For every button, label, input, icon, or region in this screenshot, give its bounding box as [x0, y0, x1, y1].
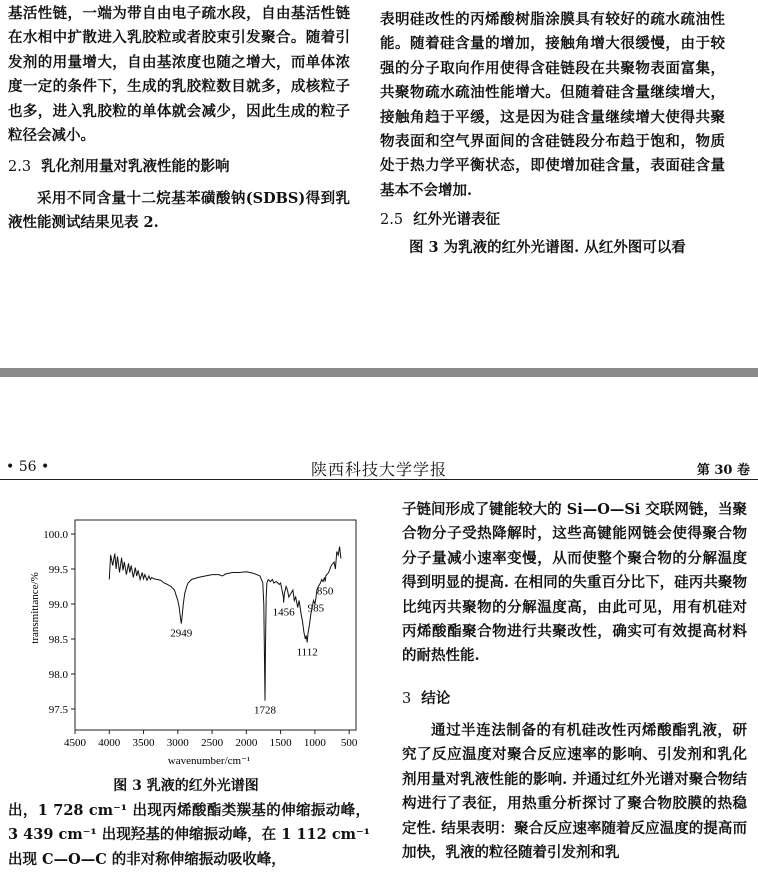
plot-frame: [75, 520, 356, 730]
figure-caption: 图 3 乳液的红外光谱图: [113, 778, 259, 794]
section-3-heading: [402, 687, 450, 711]
top-left-paragraph-1: 基活性链，一端为带自由电子疏水段，自由基活性链在水相中扩散进入乳胶粒或者胶束引发聚合。随着引发剂的用量增大，自由基浓度也随之增大，而单体浓度一定的条件下，生成的乳胶粒数目就多，成核粒子也多，进入乳胶粒的单体就会减少，因此生成的粒子粒径会减小。: [8, 5, 350, 145]
volume-label: 第 30 卷: [696, 463, 750, 478]
chart-axes: [43, 520, 358, 749]
x-tick-label-7: 1000: [303, 737, 326, 749]
section-2-5-heading: [380, 208, 500, 232]
section-3-number: 3: [402, 691, 412, 707]
bottom-right-paragraph-1: 子链间形成了键能较大的 Si—O—Si 交联网链，当聚合物分子受热降解时，这些高键能网链会使得聚合物分子量减小速率变慢，从而使整个聚合物的分解温度得到明显的提高. 在相同的失重百分比下，硅丙共聚物比纯丙共聚物的分解温度高，由此可见，用有机硅对丙烯酸酯聚合物进行共聚改性，确实可有效提高材料的耐热性能.: [402, 501, 747, 665]
chart-series: [109, 547, 341, 701]
peak-label-1728: 1728: [253, 704, 276, 717]
y-tick-label-2: 99.0: [48, 599, 68, 611]
x-tick-label-1: 4000: [98, 737, 121, 749]
y-tick-label-5: 97.5: [48, 704, 68, 716]
y-tick-label-4: 98.0: [48, 669, 68, 681]
x-tick-label-8: 500: [340, 737, 358, 749]
peak-label-985: 985: [307, 602, 325, 615]
ir-spectrum-chart: [0, 500, 372, 772]
x-tick-label-3: 3000: [166, 737, 189, 749]
page-number: • 56 •: [6, 459, 50, 475]
y-axis-label: transmittance/%: [29, 572, 41, 644]
section-2-3-heading: [8, 155, 230, 179]
spectrum-line-0: [109, 547, 341, 701]
journal-title: 陕西科技大学学报: [310, 460, 447, 479]
top-right-paragraph-1: 表明硅改性的丙烯酸树脂涂膜具有较好的疏水疏油性能。随着硅含量的增加，接触角增大很缓慢，由于较强的分子取向作用使得含硅链段在共聚物表面富集，共聚物疏水疏油性能增大。但随着硅含量继续增大，接触角趋于平缓，这是因为硅含量继续增大使得共聚物表面和空气界面间的含硅链段分布趋于饱和，物质处于热力学平衡状态，即使增加硅含量，表面硅含量基本不会增加.: [380, 11, 725, 199]
x-axis-label: wavenumber/cm⁻¹: [167, 755, 251, 767]
section-2-3-number: 2.3: [8, 159, 32, 175]
running-header: [0, 457, 758, 480]
section-2-5-number: 2.5: [380, 212, 404, 228]
peak-label-1112: 1112: [296, 646, 318, 659]
bottom-right-paragraph-2: 通过半连法制备的有机硅改性丙烯酸酯乳液，研究了反应温度对聚合反应速率的影响、引发剂和乳化剂用量对乳液性能的影响. 并通过红外光谱对聚合物结构进行了表征，用热重分析探讨了聚合物胶膜的热稳定性. 结果表明：聚合反应速率随着反应温度的提高而加快，乳液的粒径随着引发剂和乳: [402, 722, 747, 862]
page-divider: [0, 368, 758, 377]
x-tick-label-0: 4500: [64, 737, 86, 749]
section-2-5-title: 红外光谱表征: [413, 211, 501, 228]
x-tick-label-5: 2000: [235, 737, 258, 749]
peak-label-2949: 2949: [170, 627, 193, 640]
y-tick-label-0: 100.0: [43, 529, 68, 541]
bottom-left-paragraph: 出，1 728 cm⁻¹ 出现丙烯酸酯类羰基的伸缩振动峰，3 439 cm⁻¹ 出现羟基的伸缩振动峰，在 1 112 cm⁻¹ 出现 C—O—C 的非对称伸缩振动吸收峰，: [8, 802, 370, 868]
peak-label-1456: 1456: [272, 606, 295, 619]
x-tick-label-6: 1500: [269, 737, 292, 749]
y-tick-label-1: 99.5: [48, 564, 68, 576]
top-left-paragraph-2: 采用不同含量十二烷基苯磺酸钠(SDBS)得到乳液性能测试结果见表 2.: [8, 190, 350, 232]
section-3-title: 结论: [421, 690, 451, 707]
section-2-3-title: 乳化剂用量对乳液性能的影响: [41, 158, 230, 175]
chart-annotations: [170, 586, 334, 717]
x-tick-label-2: 3500: [132, 737, 155, 749]
x-tick-label-4: 2500: [201, 737, 224, 749]
top-right-paragraph-2: 图 3 为乳液的红外光谱图. 从红外图可以看: [409, 239, 686, 256]
y-tick-label-3: 98.5: [48, 634, 68, 646]
peak-label-850: 850: [316, 585, 334, 598]
